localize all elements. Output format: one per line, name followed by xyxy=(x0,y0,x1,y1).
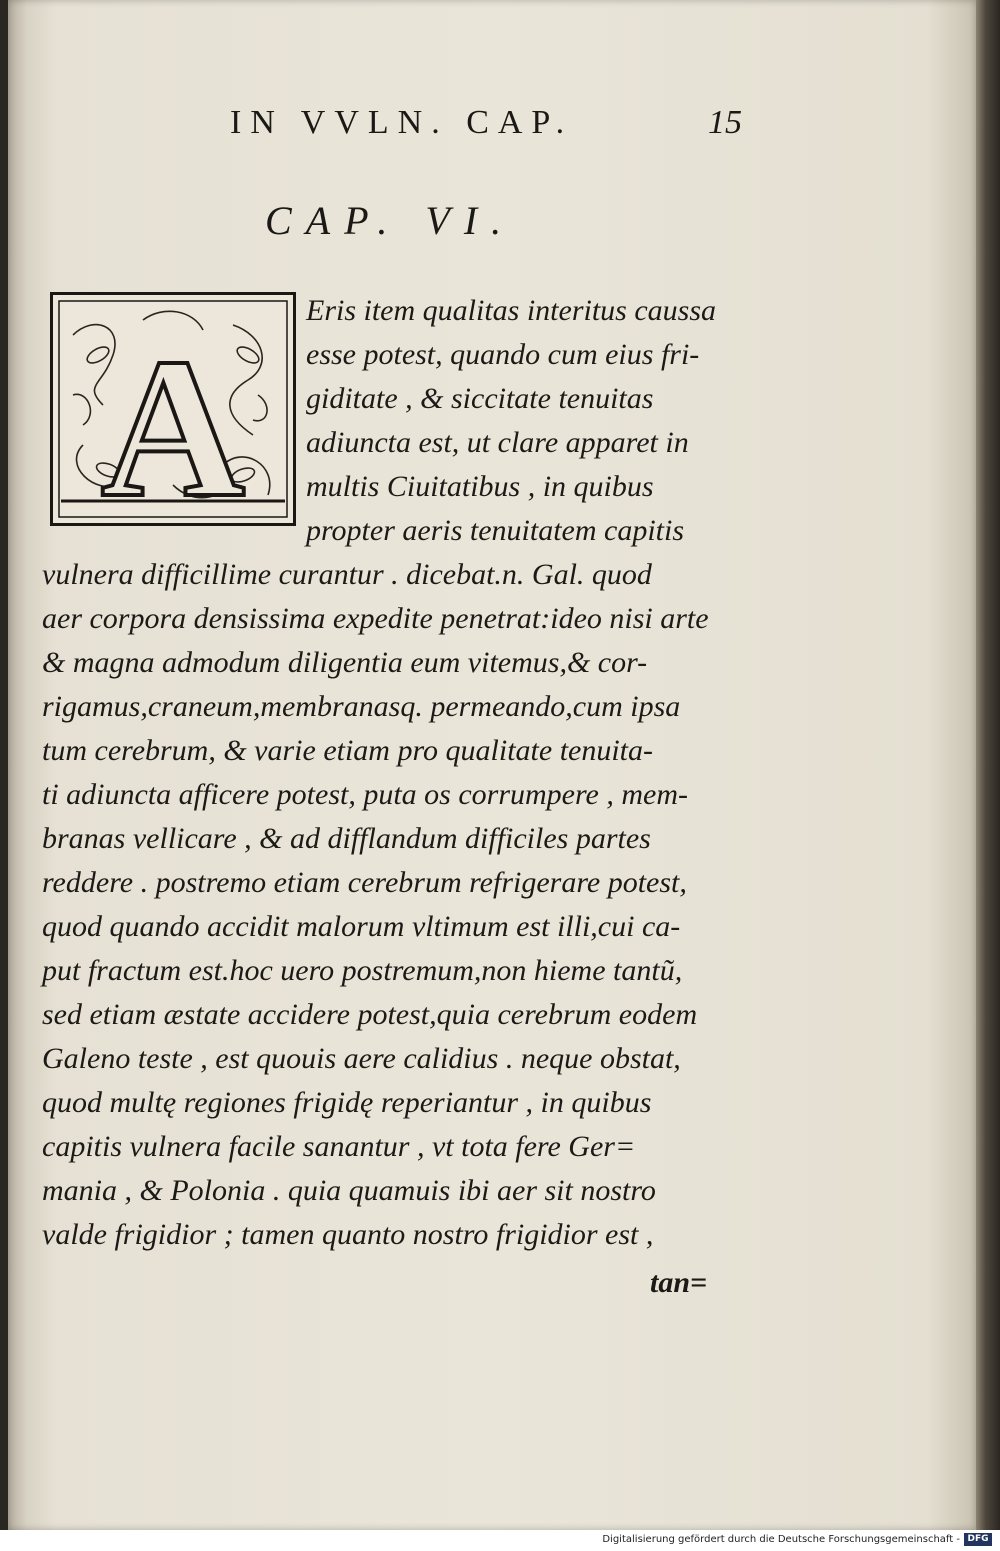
text-line: rigamus,craneum,membranasq. permeando,cum ipsa xyxy=(42,690,681,723)
text-line: put fractum est.hoc uero postremum,non hieme tantũ, xyxy=(42,954,683,987)
ornament-initial-icon xyxy=(53,295,293,523)
text-line: Galeno teste , est quouis aere calidius . neque obstat, xyxy=(42,1042,681,1075)
text-line: sed etiam æstate accidere potest,quia cerebrum eodem xyxy=(42,998,698,1031)
page-edge xyxy=(976,0,1000,1530)
text-line: quod multę regiones frigidę reperiantur , in quibus xyxy=(42,1086,652,1119)
funding-credit: Digitalisierung gefördert durch die Deutsche Forschungsgemeinschaft - xyxy=(602,1534,960,1545)
text-line: mania , & Polonia . quia quamuis ibi aer sit nostro xyxy=(42,1174,656,1207)
decorated-initial xyxy=(50,292,296,526)
chapter-title: CAP. VI. xyxy=(265,198,516,243)
text-line: ti adiuncta afficere potest, puta os corrumpere , mem- xyxy=(42,778,688,811)
text-line: vulnera difficillime curantur . dicebat.n. Gal. quod xyxy=(42,558,652,591)
initial-letter: A xyxy=(100,318,246,523)
dfg-logo: DFG xyxy=(964,1533,992,1546)
text-line: propter aeris tenuitatem capitis xyxy=(306,514,685,547)
text-line: capitis vulnera facile sanantur , vt tota fere Ger= xyxy=(42,1130,636,1163)
text-line: valde frigidior ; tamen quanto nostro frigidior est , xyxy=(42,1218,654,1251)
text-line: quod quando accidit malorum vltimum est illi,cui ca- xyxy=(42,910,681,943)
catchword: tan= xyxy=(650,1266,708,1299)
text-line: reddere . postremo etiam cerebrum refrigerare potest, xyxy=(42,866,687,899)
text-line: Eris item qualitas interitus caussa xyxy=(306,294,717,327)
text-line: multis Ciuitatibus , in quibus xyxy=(306,470,654,503)
text-line: aer corpora densissima expedite penetrat:ideo nisi arte xyxy=(42,602,709,635)
running-head: IN VVLN. CAP. xyxy=(230,104,574,141)
text-line: esse potest, quando cum eius fri- xyxy=(306,338,700,371)
text-line: tum cerebrum, & varie etiam pro qualitate tenuita- xyxy=(42,734,654,767)
page-number: 15 xyxy=(708,104,742,141)
text-line: branas vellicare , & ad difflandum difficiles partes xyxy=(42,822,651,855)
book-gutter xyxy=(0,0,8,1530)
text-line: & magna admodum diligentia eum vitemus,& cor- xyxy=(42,646,648,679)
text-line: adiuncta est, ut clare apparet in xyxy=(306,426,689,459)
text-line: giditate , & siccitate tenuitas xyxy=(306,382,654,415)
